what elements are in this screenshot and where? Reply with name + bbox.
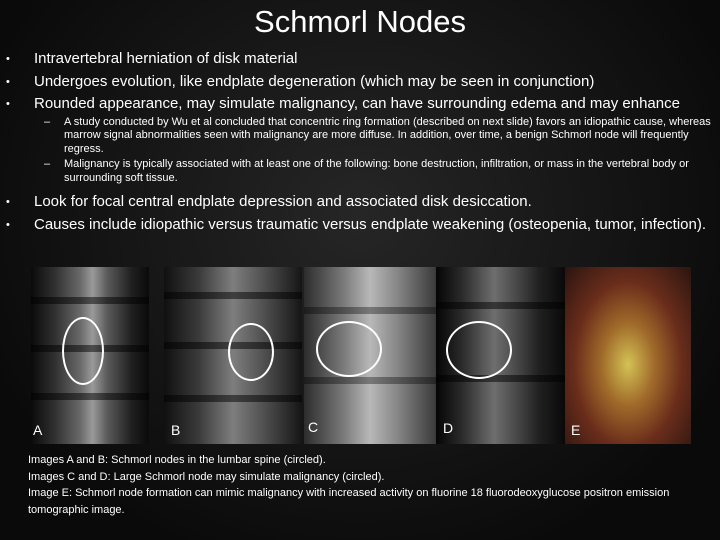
sub-bullet-item bbox=[6, 116, 712, 157]
mri-image-b bbox=[164, 267, 302, 444]
bullet-dot: • bbox=[6, 218, 10, 231]
image-label-a: A bbox=[33, 422, 43, 438]
bullet-item bbox=[6, 93, 712, 116]
mri-image-c bbox=[304, 267, 436, 444]
bullet-dot: • bbox=[6, 98, 10, 110]
image-label-e: E bbox=[571, 422, 581, 438]
bullet-text: Rounded appearance, may simulate malignancy, can have surrounding edema and may enhance bbox=[34, 95, 680, 112]
image-label-d: D bbox=[443, 420, 454, 436]
bullet-dot: • bbox=[6, 196, 10, 208]
sub-bullet-item bbox=[6, 158, 712, 185]
bullet-text: Undergoes evolution, like endplate degeneration (which may be seen in conjunction) bbox=[34, 72, 595, 90]
bullet-text: Look for focal central endplate depression and associated disk desiccation. bbox=[34, 193, 532, 210]
mri-image-a bbox=[31, 267, 149, 444]
bullet-item bbox=[6, 214, 712, 237]
caption-line: Image E: Schmorl node formation can mimic malignancy with increased activity on fluorine 18 fluorodeoxyglucose positron emission tomographic image. bbox=[28, 487, 670, 516]
highlight-circle bbox=[62, 317, 104, 385]
bullet-dot: • bbox=[6, 75, 10, 88]
pet-image-e bbox=[565, 267, 691, 444]
slide-title: Schmorl Nodes bbox=[254, 4, 466, 39]
sub-bullet-dash: – bbox=[44, 115, 51, 128]
highlight-circle bbox=[316, 321, 382, 377]
image-label-b: B bbox=[171, 422, 181, 438]
caption-line: Images C and D: Large Schmorl node may simulate malignancy (circled). bbox=[28, 470, 385, 483]
mri-image-d bbox=[436, 267, 565, 444]
highlight-circle bbox=[228, 323, 274, 381]
image-caption bbox=[28, 452, 708, 518]
sub-bullet-text: A study conducted by Wu et al concluded that concentric ring formation (described on next slide) favors an idiopathic cause, whereas marrow signal abnormalities seen with malignancy are more diffuse. In addition, over time, a benign Schmorl node will frequently regress. bbox=[64, 115, 711, 155]
image-label-c: C bbox=[308, 419, 319, 435]
sub-bullet-text: Malignancy is typically associated with at least one of the following: bone destruction, infiltration, or mass in the vertebral body or surrounding soft tissue. bbox=[64, 158, 689, 184]
bullet-list bbox=[6, 48, 712, 236]
sub-bullet-dash: – bbox=[44, 158, 51, 170]
bullet-text: Causes include idiopathic versus traumatic versus endplate weakening (osteopenia, tumor, infection). bbox=[34, 215, 707, 233]
bullet-item bbox=[6, 71, 712, 94]
bullet-item bbox=[6, 191, 712, 214]
caption-line: Images A and B: Schmorl nodes in the lumbar spine (circled). bbox=[28, 454, 326, 466]
bullet-item bbox=[6, 48, 712, 71]
bullet-dot: • bbox=[6, 53, 10, 65]
highlight-circle bbox=[446, 321, 512, 379]
bullet-text: Intravertebral herniation of disk material bbox=[34, 50, 298, 67]
